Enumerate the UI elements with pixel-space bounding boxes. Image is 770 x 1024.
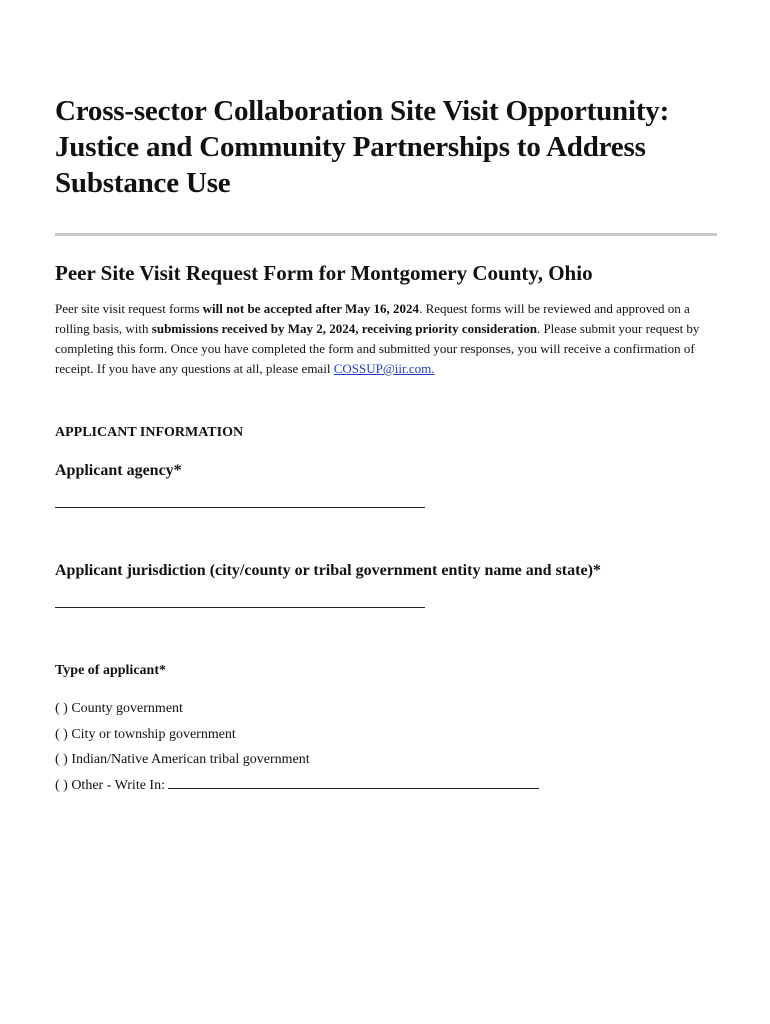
option-city[interactable]: ( ) City or township government	[55, 726, 236, 742]
title-line-2: Justice and Community Partnerships to Address	[55, 131, 646, 163]
option-tribal[interactable]: ( ) Indian/Native American tribal government	[55, 752, 310, 767]
contact-email-link[interactable]: COSSUP@iir.com.	[333, 361, 435, 376]
form-subtitle: Peer Site Visit Request Form for Montgomery County, Ohio	[55, 261, 593, 285]
question-type-label: Type of applicant*	[55, 663, 166, 678]
question-jurisdiction-label: Applicant jurisdiction (city/county or tribal government entity name and state)*	[55, 562, 601, 579]
intro-text-3: . Please submit your request by completing this form. Once you have completed the form and submitted your responses, you will receive a confirmation of receipt. If you have any questions at all, please email	[55, 321, 700, 376]
jurisdiction-answer-line[interactable]	[55, 607, 425, 608]
question-agency-label: Applicant agency*	[55, 462, 182, 479]
title-line-1: Cross-sector Collaboration Site Visit Opportunity:	[55, 95, 670, 127]
intro-paragraph	[55, 299, 716, 379]
intro-text-2: . Request forms will be reviewed and approved on a rolling basis, with	[55, 301, 690, 336]
intro-deadline: will not be accepted after May 16, 2024	[202, 301, 420, 316]
applicant-type-options	[55, 696, 716, 798]
option-other-label: ( ) Other - Write In:	[55, 777, 165, 793]
agency-answer-line[interactable]	[55, 507, 425, 508]
section-heading: APPLICANT INFORMATION	[55, 425, 244, 440]
page-title	[55, 93, 716, 201]
intro-priority: submissions received by May 2, 2024, receiving priority consideration	[151, 321, 537, 336]
option-other[interactable]	[55, 773, 716, 799]
other-write-in-line[interactable]	[168, 774, 539, 789]
title-divider	[55, 233, 717, 236]
intro-text-1: Peer site visit request forms	[55, 301, 203, 316]
title-line-3: Substance Use	[55, 167, 231, 199]
option-county[interactable]: ( ) County government	[55, 701, 183, 716]
